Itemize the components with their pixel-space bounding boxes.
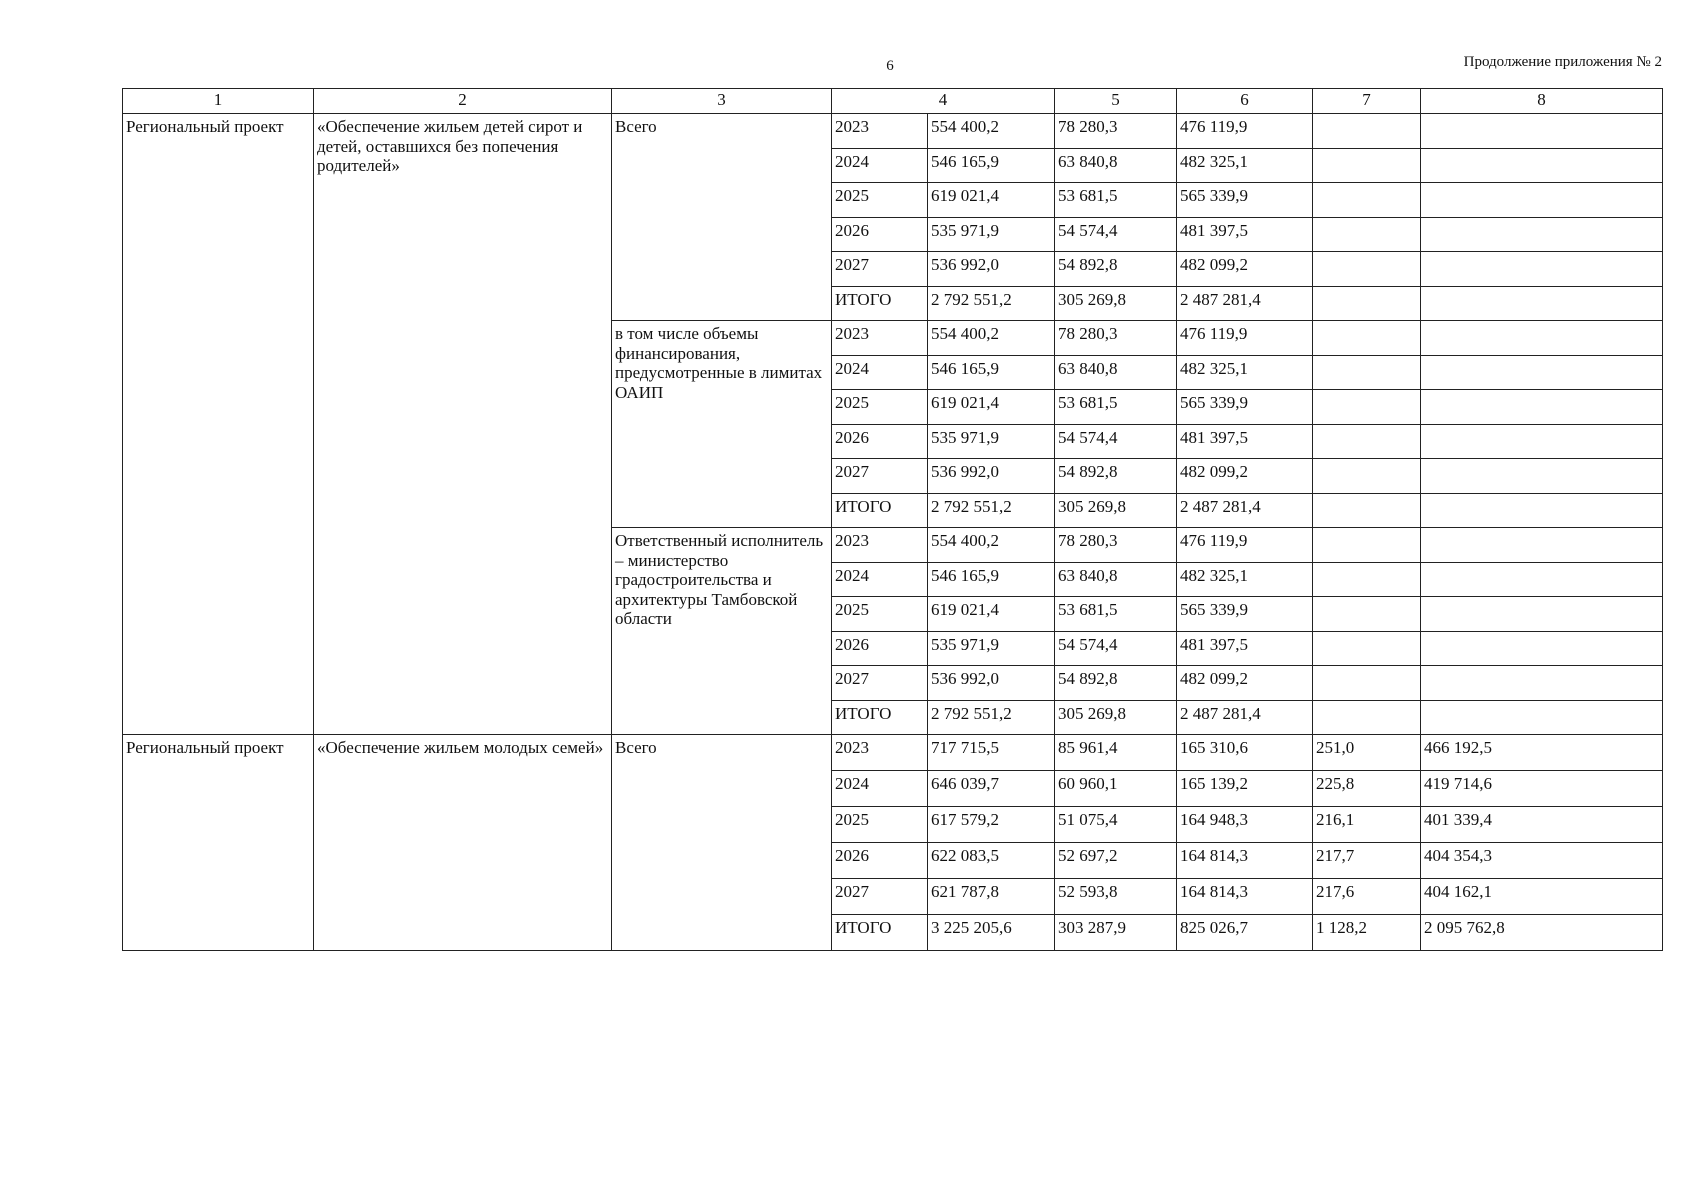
group-label-cell: Всего (612, 114, 832, 321)
col4-value: 554 400,2 (928, 321, 1055, 356)
col4-value: 536 992,0 (928, 666, 1055, 701)
col7-value (1313, 459, 1421, 494)
header-col-6: 6 (1177, 89, 1313, 114)
group-label-cell: Ответственный исполнитель – министерство градостроительства и архитектуры Тамбовской области (612, 528, 832, 735)
col4-value: 554 400,2 (928, 528, 1055, 563)
col7-value (1313, 597, 1421, 632)
year-cell: 2023 (832, 735, 928, 771)
col6-value: 2 487 281,4 (1177, 700, 1313, 735)
col6-value: 164 814,3 (1177, 843, 1313, 879)
col5-value: 63 840,8 (1055, 355, 1177, 390)
col8-value (1421, 183, 1663, 218)
year-cell: 2027 (832, 252, 928, 287)
col8-value (1421, 148, 1663, 183)
col5-value: 51 075,4 (1055, 807, 1177, 843)
year-cell: 2026 (832, 631, 928, 666)
col6-value: 482 325,1 (1177, 562, 1313, 597)
col4-value: 619 021,4 (928, 183, 1055, 218)
col4-value: 546 165,9 (928, 355, 1055, 390)
year-cell: 2023 (832, 528, 928, 563)
col8-value (1421, 528, 1663, 563)
col7-value: 225,8 (1313, 771, 1421, 807)
col8-value: 404 162,1 (1421, 879, 1663, 915)
col6-value: 165 139,2 (1177, 771, 1313, 807)
col6-value: 482 099,2 (1177, 459, 1313, 494)
header-row (123, 89, 1663, 114)
header-col-3: 3 (612, 89, 832, 114)
year-cell: 2025 (832, 597, 928, 632)
col7-value (1313, 700, 1421, 735)
col4-value: 619 021,4 (928, 597, 1055, 632)
col4-value: 717 715,5 (928, 735, 1055, 771)
col8-value (1421, 390, 1663, 425)
col7-value (1313, 562, 1421, 597)
col8-value (1421, 597, 1663, 632)
col5-value: 54 892,8 (1055, 252, 1177, 287)
col8-value (1421, 700, 1663, 735)
col6-value: 482 325,1 (1177, 355, 1313, 390)
col7-value (1313, 493, 1421, 528)
header-col-4: 4 (832, 89, 1055, 114)
col8-value: 466 192,5 (1421, 735, 1663, 771)
col4-value: 546 165,9 (928, 148, 1055, 183)
col5-value: 53 681,5 (1055, 183, 1177, 218)
col5-value: 54 574,4 (1055, 217, 1177, 252)
col8-value (1421, 493, 1663, 528)
year-cell: ИТОГО (832, 915, 928, 951)
col7-value (1313, 390, 1421, 425)
col6-value: 165 310,6 (1177, 735, 1313, 771)
col5-value: 54 574,4 (1055, 631, 1177, 666)
col8-value (1421, 355, 1663, 390)
col5-value: 303 287,9 (1055, 915, 1177, 951)
project-name-cell: «Обеспечение жильем детей сирот и детей, оставшихся без попечения родителей» (314, 114, 612, 735)
year-cell: 2023 (832, 114, 928, 149)
col5-value: 53 681,5 (1055, 390, 1177, 425)
col5-value: 60 960,1 (1055, 771, 1177, 807)
col4-value: 535 971,9 (928, 217, 1055, 252)
col8-value (1421, 459, 1663, 494)
col5-value: 305 269,8 (1055, 493, 1177, 528)
col4-value: 2 792 551,2 (928, 493, 1055, 528)
col5-value: 52 593,8 (1055, 879, 1177, 915)
col5-value: 52 697,2 (1055, 843, 1177, 879)
col8-value (1421, 321, 1663, 356)
col8-value (1421, 217, 1663, 252)
col7-value: 251,0 (1313, 735, 1421, 771)
col8-value (1421, 631, 1663, 666)
header-col-8: 8 (1421, 89, 1663, 114)
year-cell: 2024 (832, 148, 928, 183)
col7-value: 1 128,2 (1313, 915, 1421, 951)
col7-value (1313, 183, 1421, 218)
col8-value (1421, 424, 1663, 459)
col4-value: 2 792 551,2 (928, 700, 1055, 735)
col7-value: 216,1 (1313, 807, 1421, 843)
year-cell: 2023 (832, 321, 928, 356)
year-cell: 2027 (832, 666, 928, 701)
col5-value: 63 840,8 (1055, 148, 1177, 183)
year-cell: 2026 (832, 424, 928, 459)
year-cell: 2025 (832, 183, 928, 218)
col4-value: 536 992,0 (928, 459, 1055, 494)
year-cell: ИТОГО (832, 493, 928, 528)
col6-value: 476 119,9 (1177, 321, 1313, 356)
table-row (123, 735, 1663, 771)
col8-value (1421, 114, 1663, 149)
col4-value: 2 792 551,2 (928, 286, 1055, 321)
col7-value: 217,7 (1313, 843, 1421, 879)
col7-value (1313, 148, 1421, 183)
col7-value (1313, 114, 1421, 149)
col7-value (1313, 424, 1421, 459)
col5-value: 305 269,8 (1055, 700, 1177, 735)
project-name-cell: «Обеспечение жильем молодых семей» (314, 735, 612, 951)
col7-value (1313, 666, 1421, 701)
col4-value: 536 992,0 (928, 252, 1055, 287)
year-cell: 2024 (832, 771, 928, 807)
col6-value: 565 339,9 (1177, 597, 1313, 632)
col4-value: 621 787,8 (928, 879, 1055, 915)
col5-value: 63 840,8 (1055, 562, 1177, 597)
col8-value: 404 354,3 (1421, 843, 1663, 879)
col5-value: 54 892,8 (1055, 666, 1177, 701)
header-col-7: 7 (1313, 89, 1421, 114)
col8-value: 419 714,6 (1421, 771, 1663, 807)
col8-value (1421, 666, 1663, 701)
col7-value (1313, 528, 1421, 563)
col6-value: 164 948,3 (1177, 807, 1313, 843)
col8-value (1421, 562, 1663, 597)
year-cell: ИТОГО (832, 700, 928, 735)
col4-value: 535 971,9 (928, 424, 1055, 459)
col5-value: 53 681,5 (1055, 597, 1177, 632)
col4-value: 546 165,9 (928, 562, 1055, 597)
group-label-cell: Всего (612, 735, 832, 951)
col6-value: 481 397,5 (1177, 631, 1313, 666)
col8-value (1421, 286, 1663, 321)
col4-value: 622 083,5 (928, 843, 1055, 879)
col4-value: 619 021,4 (928, 390, 1055, 425)
col6-value: 2 487 281,4 (1177, 286, 1313, 321)
year-cell: 2025 (832, 390, 928, 425)
project-type-cell: Региональный проект (123, 114, 314, 735)
col5-value: 54 892,8 (1055, 459, 1177, 494)
col6-value: 482 099,2 (1177, 666, 1313, 701)
col5-value: 78 280,3 (1055, 114, 1177, 149)
col8-value: 2 095 762,8 (1421, 915, 1663, 951)
header-col-5: 5 (1055, 89, 1177, 114)
year-cell: 2024 (832, 355, 928, 390)
col8-value: 401 339,4 (1421, 807, 1663, 843)
col7-value (1313, 355, 1421, 390)
col7-value (1313, 631, 1421, 666)
header-col-2: 2 (314, 89, 612, 114)
col5-value: 78 280,3 (1055, 321, 1177, 356)
col6-value: 565 339,9 (1177, 183, 1313, 218)
continuation-label: Продолжение приложения № 2 (1463, 54, 1662, 70)
col7-value: 217,6 (1313, 879, 1421, 915)
year-cell: 2027 (832, 879, 928, 915)
year-cell: 2025 (832, 807, 928, 843)
col6-value: 482 099,2 (1177, 252, 1313, 287)
year-cell: 2027 (832, 459, 928, 494)
year-cell: ИТОГО (832, 286, 928, 321)
col6-value: 164 814,3 (1177, 879, 1313, 915)
col6-value: 476 119,9 (1177, 528, 1313, 563)
col7-value (1313, 321, 1421, 356)
col5-value: 78 280,3 (1055, 528, 1177, 563)
col6-value: 2 487 281,4 (1177, 493, 1313, 528)
year-cell: 2026 (832, 217, 928, 252)
year-cell: 2024 (832, 562, 928, 597)
col6-value: 476 119,9 (1177, 114, 1313, 149)
project-type-cell: Региональный проект (123, 735, 314, 951)
financing-table (122, 88, 1663, 951)
table-body (123, 114, 1663, 951)
year-cell: 2026 (832, 843, 928, 879)
col7-value (1313, 217, 1421, 252)
table-header (123, 89, 1663, 114)
col5-value: 305 269,8 (1055, 286, 1177, 321)
col4-value: 646 039,7 (928, 771, 1055, 807)
col4-value: 3 225 205,6 (928, 915, 1055, 951)
col6-value: 825 026,7 (1177, 915, 1313, 951)
col8-value (1421, 252, 1663, 287)
header-col-1: 1 (123, 89, 314, 114)
col6-value: 481 397,5 (1177, 217, 1313, 252)
group-label-cell: в том числе объемы финансирования, предусмотренные в лимитах ОАИП (612, 321, 832, 528)
page-number: 6 (886, 58, 894, 74)
col4-value: 617 579,2 (928, 807, 1055, 843)
col5-value: 54 574,4 (1055, 424, 1177, 459)
col4-value: 535 971,9 (928, 631, 1055, 666)
col7-value (1313, 252, 1421, 287)
col7-value (1313, 286, 1421, 321)
col6-value: 482 325,1 (1177, 148, 1313, 183)
col6-value: 565 339,9 (1177, 390, 1313, 425)
col5-value: 85 961,4 (1055, 735, 1177, 771)
col4-value: 554 400,2 (928, 114, 1055, 149)
col6-value: 481 397,5 (1177, 424, 1313, 459)
table-row (123, 114, 1663, 149)
